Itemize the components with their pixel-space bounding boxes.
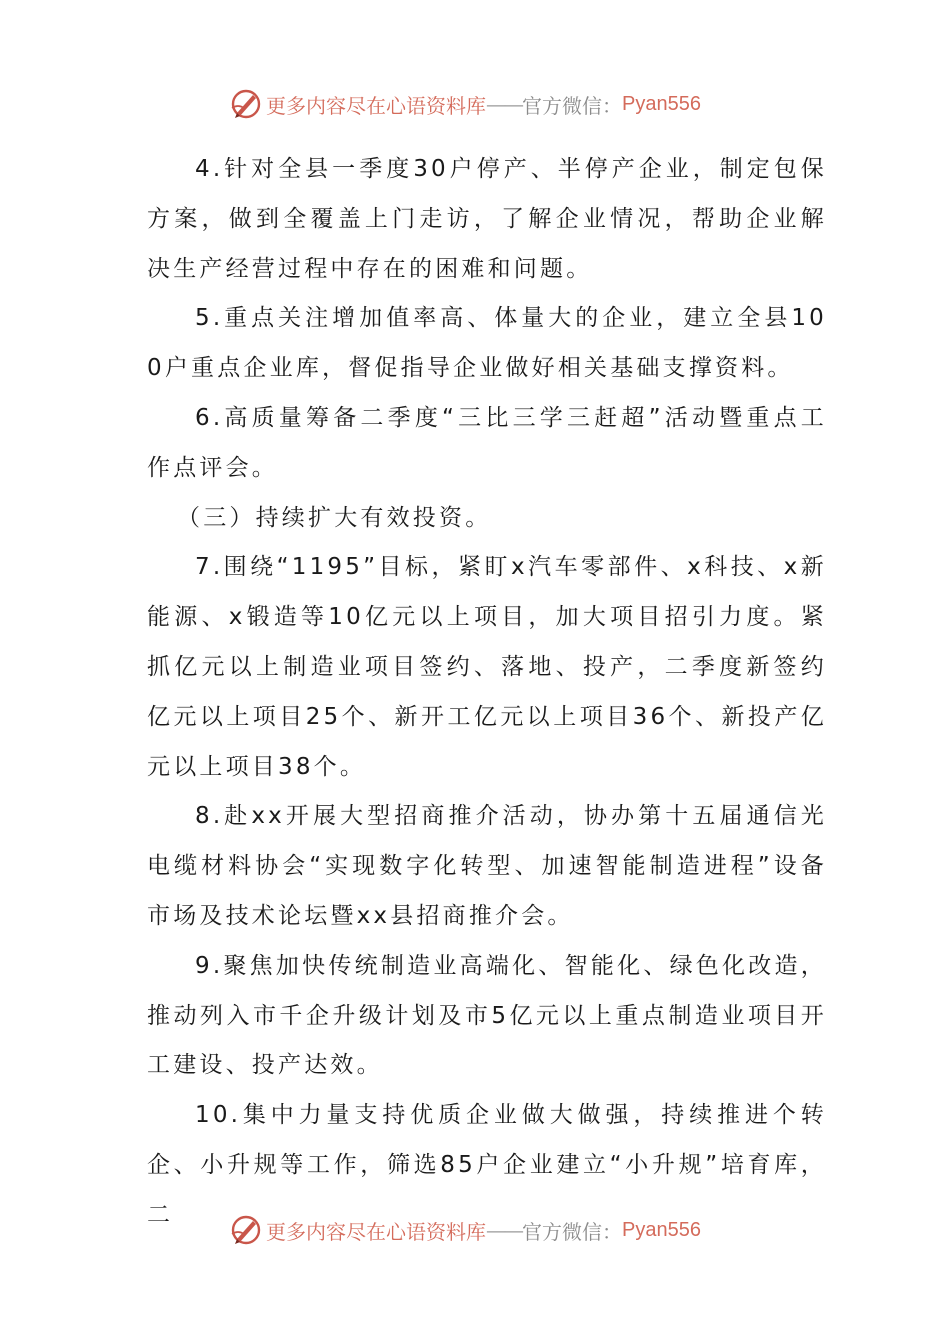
banner-text: 更多内容尽在心语资料库 bbox=[266, 93, 486, 118]
paragraph-item-6: 6.高质量筹备二季度“三比三学三赶超”活动暨重点工作点评会。 bbox=[147, 404, 827, 481]
banner-wechat-label: 官方微信： bbox=[522, 1219, 622, 1244]
banner-dash: —— bbox=[486, 92, 522, 116]
banner-wechat-label: 官方微信： bbox=[522, 93, 622, 118]
banner-dash: —— bbox=[486, 1218, 522, 1242]
pen-logo-icon bbox=[228, 1212, 264, 1248]
section-heading: （三）持续扩大有效投资。 bbox=[177, 504, 492, 531]
paragraph-item-10: 10.集中力量支持优质企业做大做强，持续推进个转企、小升规等工作，筛选85户企业建立“小升规”培育库，二 bbox=[147, 1102, 827, 1228]
document-body bbox=[147, 145, 827, 1241]
banner-wechat-id: Pyan556 bbox=[622, 1218, 701, 1241]
header-banner bbox=[228, 84, 701, 124]
footer-banner bbox=[228, 1210, 701, 1250]
pen-logo-icon bbox=[228, 86, 264, 122]
banner-text: 更多内容尽在心语资料库 bbox=[266, 1219, 486, 1244]
paragraph-item-5: 5.重点关注增加值率高、体量大的企业，建立全县100户重点企业库，督促指导企业做好相关基础支撑资料。 bbox=[147, 305, 827, 382]
paragraph-item-4: 4.针对全县一季度30户停产、半停产企业，制定包保方案，做到全覆盖上门走访，了解企业情况，帮助企业解决生产经营过程中存在的困难和问题。 bbox=[147, 156, 827, 282]
paragraph-item-8: 8.赴xx开展大型招商推介活动，协办第十五届通信光电缆材料协会“实现数字化转型、加速智能制造进程”设备市场及技术论坛暨xx县招商推介会。 bbox=[147, 803, 827, 929]
paragraph-item-7: 7.围绕“1195”目标，紧盯x汽车零部件、x科技、x新能源、x锻造等10亿元以上项目，加大项目招引力度。紧抓亿元以上制造业项目签约、落地、投产，二季度新签约亿元以上项目25个、新开工亿元以上项目36个、新投产亿元以上项目38个。 bbox=[147, 554, 827, 780]
banner-wechat-id: Pyan556 bbox=[622, 92, 701, 115]
paragraph-item-9: 9.聚焦加快传统制造业高端化、智能化、绿色化改造，推动列入市千企升级计划及市5亿元以上重点制造业项目开工建设、投产达效。 bbox=[147, 952, 827, 1079]
